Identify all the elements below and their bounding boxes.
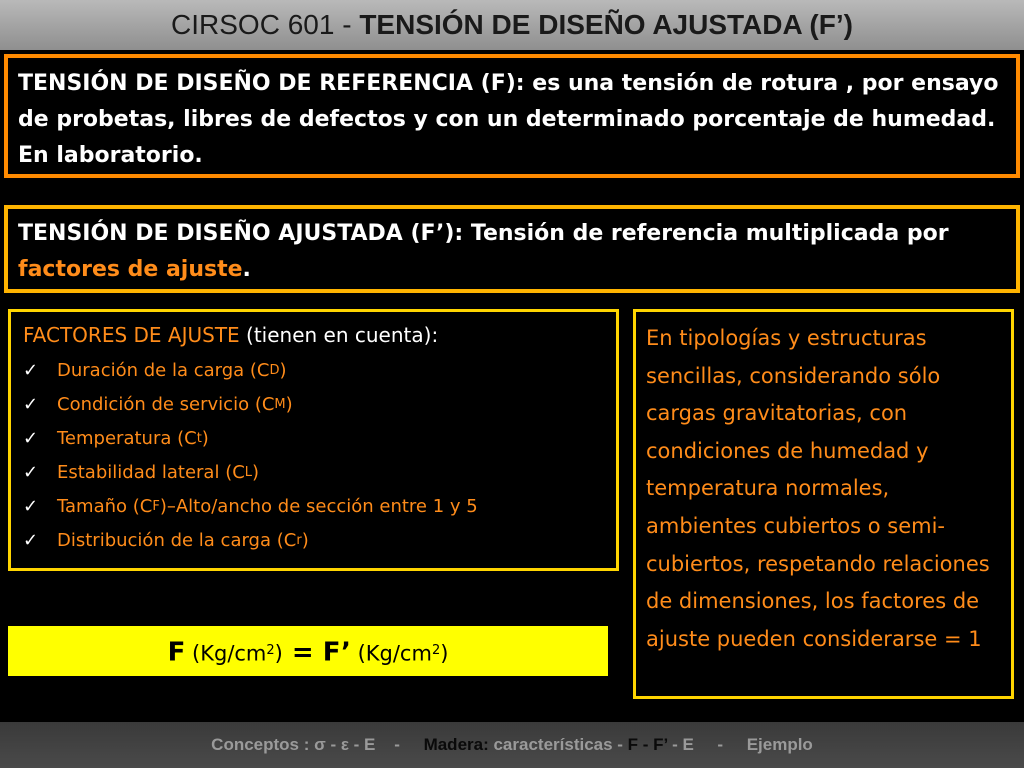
footer-characteristics: características - <box>488 735 628 754</box>
list-item <box>23 388 604 422</box>
formula-unit-left: (Kg/cm <box>185 641 267 666</box>
footer-e: E <box>682 735 694 754</box>
check-icon: ✓ <box>23 530 39 551</box>
factor-end: ) <box>301 530 309 551</box>
reference-stress-box <box>4 54 1020 178</box>
formula-close-right: ) <box>440 641 449 666</box>
list-item <box>23 422 604 456</box>
formula-f: F <box>167 637 186 668</box>
adjustment-factors-box <box>8 309 619 571</box>
footer-sep2: - <box>667 735 683 754</box>
simplification-note-box <box>633 309 1014 699</box>
factor-end: ) <box>285 394 293 415</box>
adjusted-label: TENSIÓN DE DISEÑO AJUSTADA (F’): <box>18 221 471 246</box>
slide-title <box>0 0 1024 50</box>
footer-example: - Ejemplo <box>693 735 813 754</box>
footer-f-fprime: F - F’ <box>627 735 668 754</box>
factor-label: Distribución de la carga (C <box>57 530 297 551</box>
factor-end: ) <box>252 462 260 483</box>
formula-bar <box>8 626 608 676</box>
list-item <box>23 490 604 524</box>
check-icon: ✓ <box>23 360 39 381</box>
check-icon: ✓ <box>23 428 39 449</box>
footer-sep: - <box>375 735 424 754</box>
reference-label: TENSIÓN DE DISEÑO DE REFERENCIA (F): <box>18 71 525 96</box>
check-icon: ✓ <box>23 462 39 483</box>
list-item <box>23 524 604 558</box>
factors-title-rest: (tienen en cuenta): <box>239 323 439 347</box>
footer-wood: Madera: <box>423 735 489 754</box>
footer-symbols: σ - ε - E <box>314 735 376 754</box>
formula-close-left: ) <box>274 641 283 666</box>
formula-unit-right: (Kg/cm <box>350 641 432 666</box>
factors-title-bold: FACTORES DE AJUSTE <box>23 323 240 347</box>
list-item <box>23 456 604 490</box>
factor-sub: r <box>296 533 302 548</box>
reference-text: es una tensión de rotura , por ensayo de probetas, libres de defectos y con un determinado porcentaje de humedad. En laboratorio. <box>18 71 999 168</box>
factor-end: ) <box>201 428 209 449</box>
factor-end: )–Alto/ancho de sección entre 1 y 5 <box>159 496 478 517</box>
factors-title <box>23 320 604 350</box>
factor-label: Condición de servicio (C <box>57 394 275 415</box>
factor-end: ) <box>279 360 287 381</box>
formula-f-prime: F’ <box>322 637 351 668</box>
footer-nav <box>0 722 1024 768</box>
factor-sub: t <box>196 431 202 446</box>
footer-concepts: Conceptos : <box>211 735 315 754</box>
check-icon: ✓ <box>23 394 39 415</box>
factor-sub: F <box>152 499 160 514</box>
adjusted-highlight: factores de ajuste <box>18 257 243 282</box>
list-item <box>23 354 604 388</box>
formula-sup-left: 2 <box>266 643 275 658</box>
factor-label: Estabilidad lateral (C <box>57 462 245 483</box>
factor-label: Duración de la carga (C <box>57 360 270 381</box>
factor-sub: M <box>274 397 286 412</box>
adjusted-text: Tensión de referencia multiplicada por <box>470 221 949 246</box>
simplification-note-text: En tipologías y estructuras sencillas, considerando sólo cargas gravitatorias, con condiciones de humedad y temperatura normales, ambientes cubiertos o semi-cubiertos, respetando relaciones de dimensiones, los factores de ajuste pueden considerarse = 1 <box>646 326 990 651</box>
factor-sub: D <box>269 363 280 378</box>
check-icon: ✓ <box>23 496 39 517</box>
title-prefix: CIRSOC 601 - <box>171 9 360 40</box>
formula-equals: = <box>282 637 323 668</box>
factor-label: Temperatura (C <box>57 428 197 449</box>
formula-sup-right: 2 <box>431 643 441 658</box>
factor-sub: L <box>244 465 253 480</box>
factor-label: Tamaño (C <box>57 496 153 517</box>
factors-list <box>23 354 604 558</box>
adjusted-end: . <box>242 257 251 282</box>
adjusted-stress-box <box>4 205 1020 293</box>
title-bold: TENSIÓN DE DISEÑO AJUSTADA (F’) <box>359 9 853 40</box>
